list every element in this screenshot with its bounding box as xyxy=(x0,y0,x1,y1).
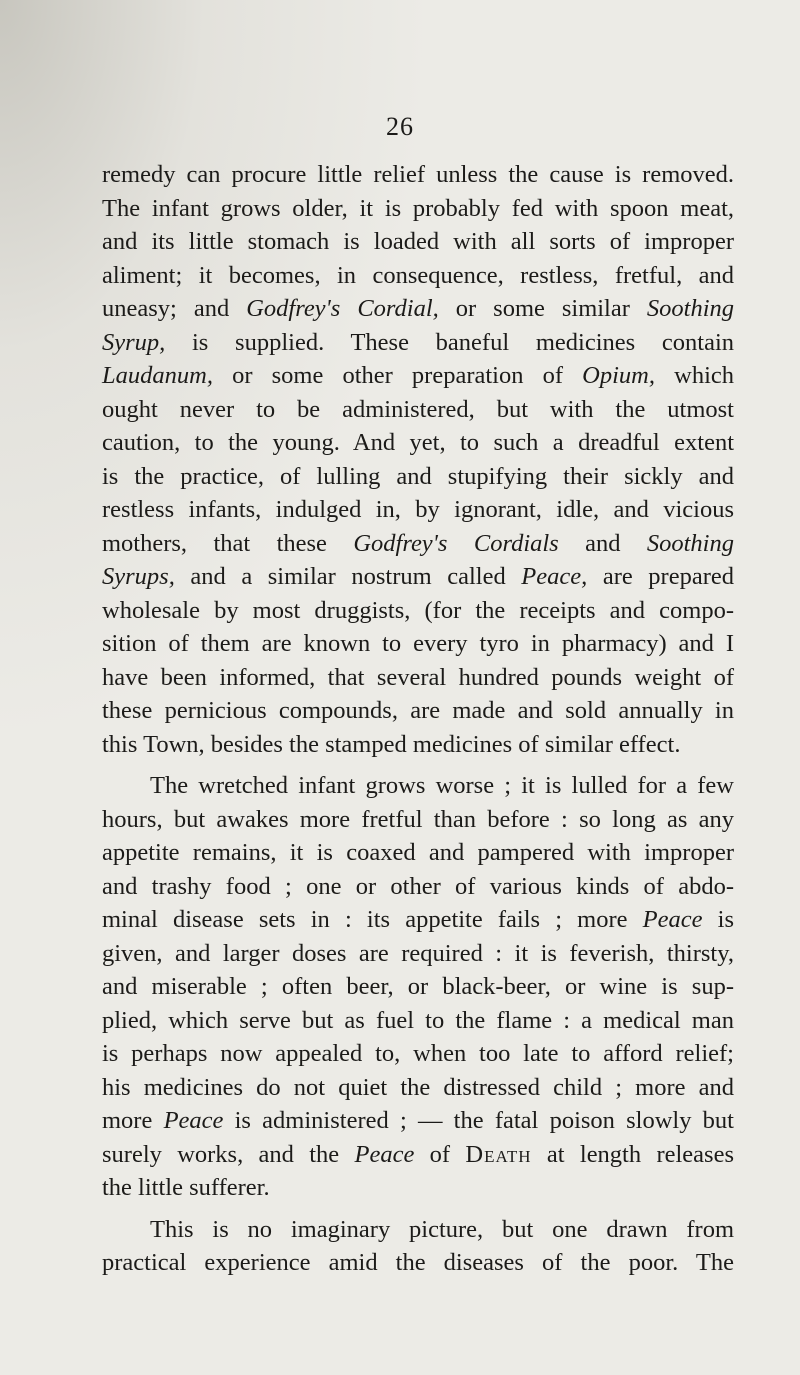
italic-text: Peace xyxy=(642,906,703,933)
text-run: and its little stomach is loaded with all sorts of improper xyxy=(102,228,734,255)
text-run: is xyxy=(702,906,734,933)
text-run: plied, which serve but as fuel to the flame : a medical man xyxy=(102,1006,734,1034)
text-run: surely works, and the xyxy=(102,1140,355,1168)
text-run: have been informed, that several hundred pounds weight of xyxy=(102,663,734,691)
text-run: these pernicious compounds, are made and sold annually in xyxy=(102,697,734,724)
text-run: and xyxy=(558,529,647,557)
text-run: The infant grows older, it is probably fed with spoon meat, xyxy=(102,194,734,222)
paragraph-gap xyxy=(102,761,734,769)
text-line xyxy=(102,836,734,870)
text-line xyxy=(102,158,734,192)
paragraph-gap xyxy=(102,1205,734,1213)
text-run: uneasy; and xyxy=(102,295,247,322)
text-line xyxy=(102,259,734,293)
text-line xyxy=(102,594,734,628)
text-line xyxy=(102,493,734,527)
text-run: of xyxy=(414,1140,466,1168)
italic-text: Peace, xyxy=(521,563,588,590)
text-line xyxy=(102,1037,734,1071)
text-run: appetite remains, it is coaxed and pampered with improper xyxy=(102,839,734,866)
text-run: is perhaps now appealed to, when too late to afford relief; xyxy=(102,1040,734,1067)
paragraph xyxy=(102,1213,734,1280)
text-run: and a similar nostrum called xyxy=(174,563,522,590)
text-line xyxy=(102,1171,734,1205)
text-run: mothers, that these xyxy=(102,529,354,557)
text-run: is the practice, of lulling and stupifying their sickly and xyxy=(102,462,734,490)
text-line xyxy=(102,870,734,904)
text-run: are prepared xyxy=(587,563,734,590)
text-line xyxy=(102,292,734,326)
text-run: restless infants, indulged in, by ignorant, idle, and vicious xyxy=(102,496,734,523)
text-run: and miserable ; often beer, or black-beer, or wine is sup- xyxy=(102,973,734,1000)
text-line xyxy=(102,1246,734,1280)
text-run: given, and larger doses are required : it is feverish, thirsty, xyxy=(102,939,734,967)
text-line xyxy=(102,970,734,1004)
text-line xyxy=(102,728,734,762)
text-run: The wretched infant grows worse ; it is lulled for a few xyxy=(150,772,734,799)
text-line xyxy=(102,527,734,561)
text-run: is supplied. These baneful medicines contain xyxy=(165,328,734,356)
text-run: practical experience amid the diseases of the poor. The xyxy=(102,1249,734,1276)
text-run: This is no imaginary picture, but one drawn from xyxy=(150,1215,734,1243)
text-run: and trashy food ; one or other of various kinds of abdo- xyxy=(102,872,734,900)
text-run: at length releases xyxy=(531,1140,734,1168)
text-line xyxy=(102,661,734,695)
text-run: aliment; it becomes, in consequence, restless, fretful, and xyxy=(102,261,734,289)
italic-text: Syrups, xyxy=(102,563,175,590)
small-caps-text: Death xyxy=(465,1140,532,1168)
text-run: minal disease sets in : its appetite fails ; more xyxy=(102,906,643,933)
text-line xyxy=(102,192,734,226)
text-line xyxy=(102,393,734,427)
text-run: is administered ; — the fatal poison slowly but xyxy=(223,1107,734,1134)
text-run: this Town, besides the stamped medicines of similar effect. xyxy=(102,730,681,758)
italic-text: Opium, xyxy=(582,362,655,389)
italic-text: Soothing xyxy=(646,295,735,322)
italic-text: Syrup, xyxy=(102,328,166,356)
text-run: the little sufferer. xyxy=(102,1174,270,1201)
text-line xyxy=(102,225,734,259)
page-number: 26 xyxy=(386,112,414,141)
text-line xyxy=(102,937,734,971)
paragraph xyxy=(102,769,734,1205)
italic-text: Peace xyxy=(163,1107,224,1134)
text-line xyxy=(102,803,734,837)
text-line xyxy=(102,627,734,661)
text-line xyxy=(102,694,734,728)
italic-text: Laudanum, xyxy=(102,362,213,389)
text-line xyxy=(102,1104,734,1138)
paragraph xyxy=(102,158,734,761)
italic-text: Soothing xyxy=(646,529,734,557)
text-line xyxy=(102,1213,734,1247)
text-run: caution, to the young. And yet, to such a dreadful extent xyxy=(102,429,734,456)
text-run: or some other preparation of xyxy=(212,362,583,389)
text-run: sition of them are known to every tyro in pharmacy) and I xyxy=(102,630,734,657)
text-line xyxy=(102,326,734,360)
text-run: remedy can procure little relief unless the cause is removed. xyxy=(102,161,734,188)
italic-text: Peace xyxy=(354,1140,415,1168)
text-line xyxy=(102,1004,734,1038)
text-run: more xyxy=(102,1107,164,1134)
text-run: his medicines do not quiet the distressed child ; more and xyxy=(102,1073,734,1101)
text-line xyxy=(102,359,734,393)
text-line xyxy=(102,426,734,460)
text-line xyxy=(102,1071,734,1105)
italic-text: Godfrey's Cordials xyxy=(353,529,559,557)
body-text xyxy=(102,158,734,1280)
text-run: or some similar xyxy=(438,295,647,322)
text-run: which xyxy=(655,362,735,389)
text-run: ought never to be administered, but with the utmost xyxy=(102,395,734,423)
italic-text: Godfrey's Cordial, xyxy=(246,295,439,322)
text-line xyxy=(102,460,734,494)
text-line xyxy=(102,1138,734,1172)
text-line xyxy=(102,903,734,937)
text-run: hours, but awakes more fretful than before : so long as any xyxy=(102,805,734,833)
text-line xyxy=(102,560,734,594)
text-run: wholesale by most druggists, (for the receipts and compo- xyxy=(102,596,734,624)
text-line xyxy=(102,769,734,803)
